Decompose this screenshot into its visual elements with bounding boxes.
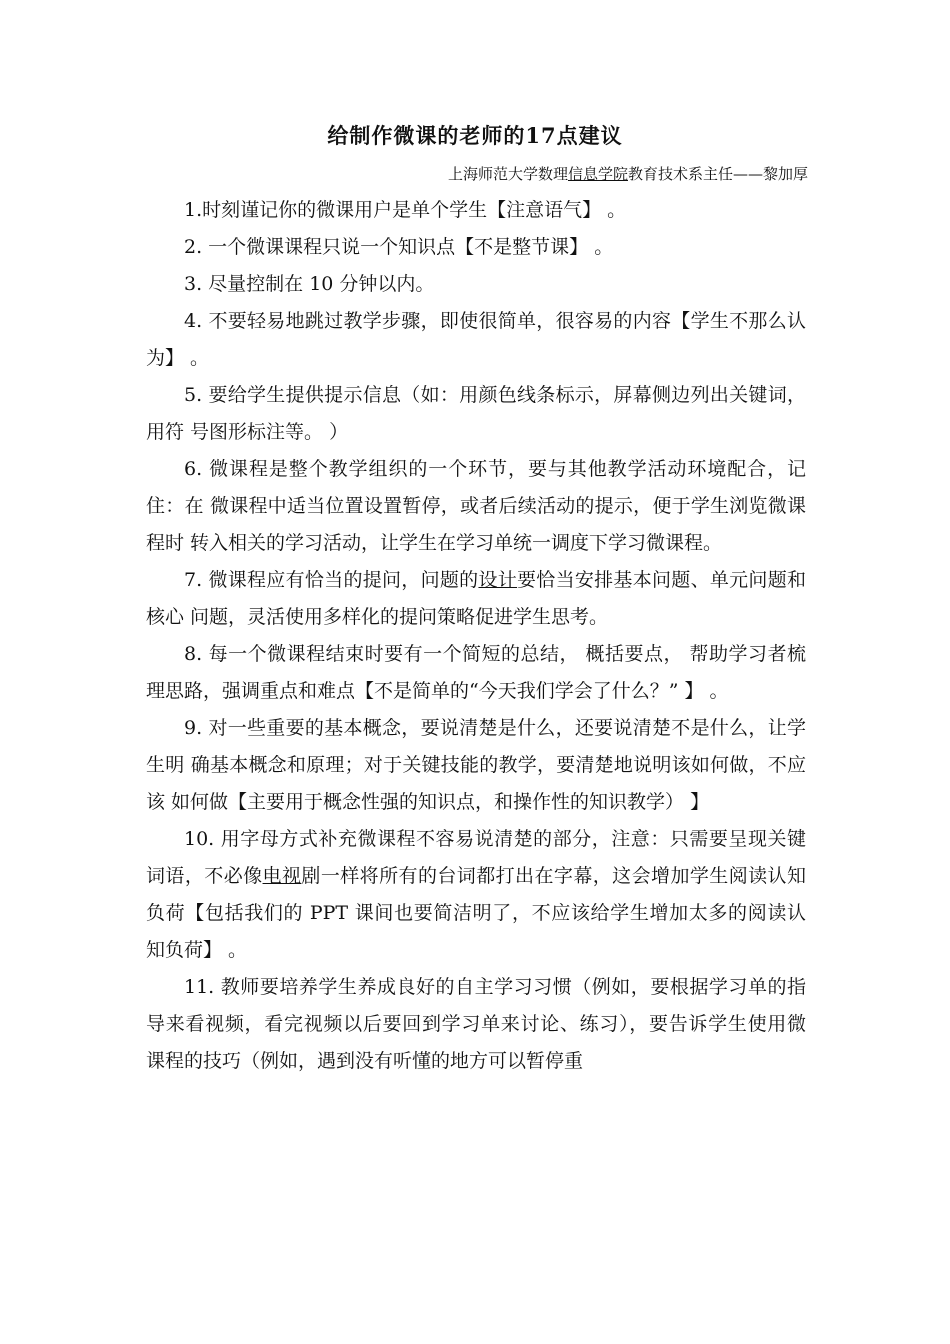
paragraph-7 [146, 562, 806, 636]
paragraph-4: 4. 不要轻易地跳过教学步骤，即使很简单，很容易的内容【学生不那么认为】 。 [146, 310, 806, 369]
paragraph-8: 8. 每一个微课程结束时要有一个简短的总结， 概括要点， 帮助学习者梳理思路，强调重点和难点【不是简单的“今天我们学会了什么？” 】 。 [146, 643, 806, 702]
subtitle-link-info-college[interactable]: 信息学院 [567, 165, 628, 183]
paragraph-2: 2. 一个微课课程只说一个知识点【不是整节课】 。 [184, 236, 614, 258]
link-tv[interactable]: 电视 [262, 865, 302, 887]
paragraph-10-text-end: 剧一样将所有的台词都打出在字幕，这会增加学生阅读认知 负荷【包括我们的 PPT 课间也要简洁明了，不应该给学生增加太多的阅读认 知负荷】 。 [146, 865, 806, 961]
paragraph-10-text-start: 10. 用字母方式补充微课程不容易说清楚的部分，注意：只需要呈现关键词语，不必像 [146, 828, 806, 887]
document-body [146, 192, 806, 1080]
paragraph-5: 5. 要给学生提供提示信息（如：用颜色线条标示，屏幕侧边列出关键词，用符 号图形标注等。 ） [146, 384, 806, 443]
paragraph-11: 11. 教师要培养学生养成良好的自主学习习惯（例如，要根据学习单的指导来看视频，看完视频以后要回到学习单来讨论、练习），要告诉学生使用微 课程的技巧（例如，遇到没有听懂的地方可以暂停重 [146, 976, 806, 1072]
paragraph-7-text-start: 7. 微课程应有恰当的提问，问题的 [184, 569, 479, 591]
paragraph-7-text-end: 要恰当安排基本问题、单元问题和核心 问题，灵活使用多样化的提问策略促进学生思考。 [146, 569, 806, 628]
link-design[interactable]: 设计 [478, 569, 518, 591]
paragraph-6: 6. 微课程是整个教学组织的一个环节，要与其他教学活动环境配合，记住：在 微课程中适当位置设置暂停，或者后续活动的提示，便于学生浏览微课程时 转入相关的学习活动，让学生在学习单统一调度下学习微课程。 [146, 458, 806, 554]
paragraph-1: 1.时刻谨记你的微课用户是单个学生【注意语气】 。 [184, 199, 627, 221]
subtitle-author: 教育技术系主任——黎加厚 [627, 165, 808, 183]
paragraph-10 [146, 821, 806, 969]
paragraph-3: 3. 尽量控制在 10 分钟以内。 [184, 273, 435, 295]
paragraph-9: 9. 对一些重要的基本概念，要说清楚是什么，还要说清楚不是什么，让学生明 确基本概念和原理；对于关键技能的教学，要清楚地说明该如何做，不应该 如何做【主要用于概念性强的知识点，和操作性的知识教学） 】 [146, 717, 806, 813]
document-title: 给制作微课的老师的17点建议 [327, 123, 623, 148]
subtitle-affiliation: 上海师范大学数理 [447, 165, 568, 183]
document-subtitle [448, 163, 808, 184]
